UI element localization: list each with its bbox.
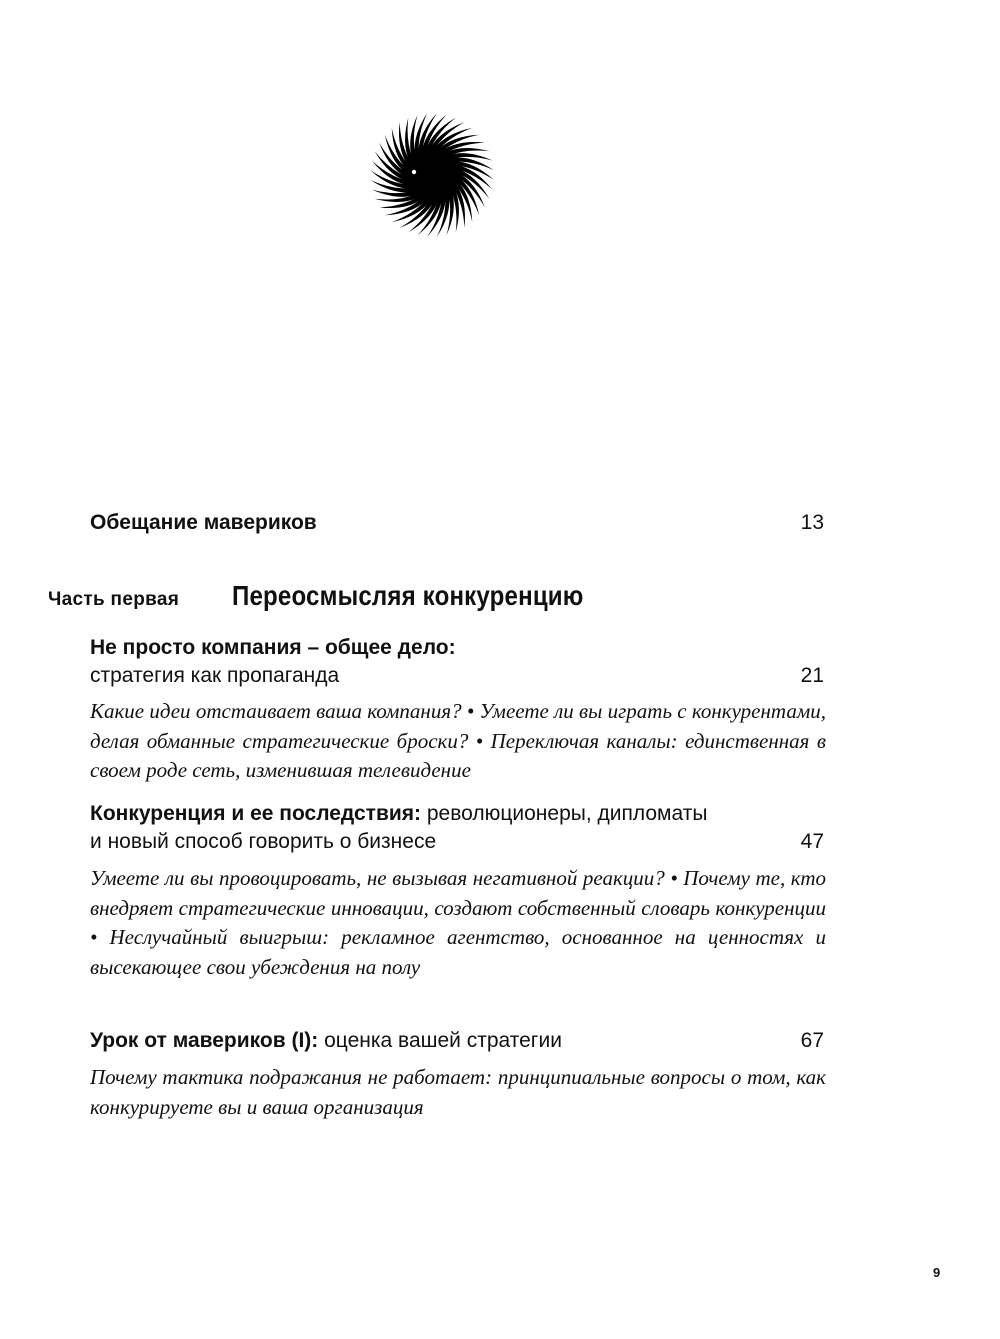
page-folio: 9 xyxy=(933,1265,941,1280)
chapter-3-description: Почему тактика подражания не работает: принципиальные вопросы о том, как конкурируете вы и ваша организация xyxy=(90,1065,826,1119)
chapter-1-page-number: 21 xyxy=(800,664,824,687)
chapter-3-title-bold: Урок от мавериков (I): xyxy=(90,1029,319,1052)
part-label: Часть первая xyxy=(48,589,180,610)
intro-title: Обещание мавериков xyxy=(90,511,317,534)
chapter-3-title-rest: оценка вашей стратегии xyxy=(318,1029,562,1052)
chapter-1-title: Не просто компания – общее дело: xyxy=(90,636,456,659)
intro-page-number: 13 xyxy=(800,511,824,534)
chapter-2-title-line xyxy=(90,802,707,826)
chapter-2-title-rest: революционеры, дипломаты xyxy=(421,802,708,825)
chapter-1-description: Какие идеи отстаивает ваша компания? • Умеете ли вы играть с конкурентами, делая обманные стратегические броски? • Переключая каналы: единственная в своем роде сеть, изменившая телевидение xyxy=(90,699,826,782)
chapter-2-subtitle: и новый способ говорить о бизнесе xyxy=(90,830,437,853)
chapter-2-page-number: 47 xyxy=(800,830,824,853)
part-title: Переосмысляя конкуренцию xyxy=(232,580,584,611)
chapter-2-description: Умеете ли вы провоцировать, не вызывая негативной реакции? • Почему те, кто внедряет стратегические инновации, создают собственный словарь конкуренции • Неслучайный выигрыш: рекламное агентство, основанное на ценностях и высекающее свои убеждения на полу xyxy=(90,866,826,979)
chapter-3-title-line xyxy=(90,1029,562,1053)
chapter-2-title-bold: Конкуренция и ее последствия: xyxy=(90,802,422,825)
ornament-highlight xyxy=(412,170,416,174)
sunburst-ornament-icon xyxy=(365,108,499,242)
chapter-3-page-number: 67 xyxy=(800,1029,824,1052)
chapter-1-subtitle: стратегия как пропаганда xyxy=(90,664,340,687)
